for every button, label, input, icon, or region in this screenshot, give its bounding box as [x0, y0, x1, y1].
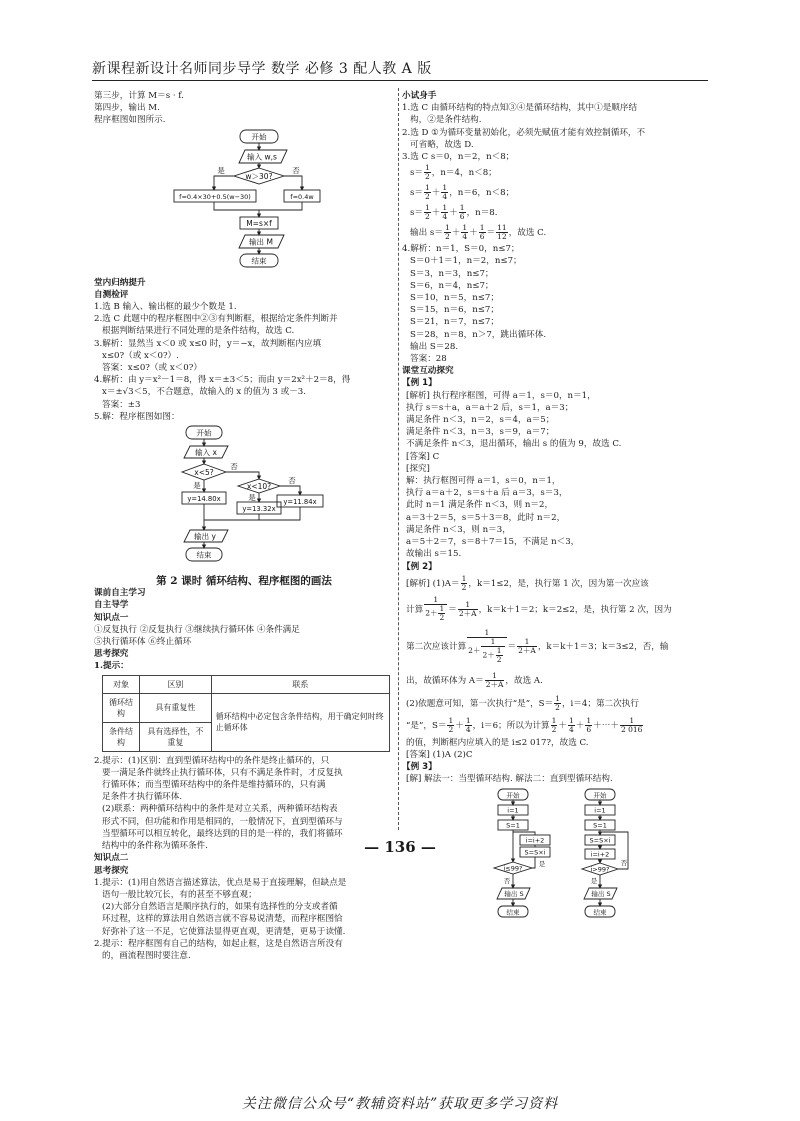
- text-line: 2.提示：程序框图有自己的结构，如起止框，这是自然语言所没有: [94, 938, 343, 949]
- answer-line: 答案：28: [410, 354, 447, 365]
- flow2-box-2: y=13.32x: [242, 505, 276, 514]
- q3-line-1: [402, 163, 702, 183]
- flowA-mul: S=S×i: [524, 848, 546, 857]
- text-line: 当型循环可以相互转化，最终达到的目的是一样的，我们将循环: [102, 828, 343, 839]
- explore-title: [探究]: [406, 463, 430, 474]
- subsection-title: 自测检评: [94, 289, 129, 300]
- text-line: 执行 a＝a＋2，s＝s＋a 后 a＝3，s＝3，: [406, 488, 568, 499]
- footer-note: 关注微信公众号“教辅资料站”获取更多学习资料: [241, 1096, 559, 1112]
- text-line: 1.提示：(1)用自然语言描述算法，优点是易于直接理解，但缺点是: [94, 877, 347, 888]
- flow1-calc: M=s×f: [246, 218, 272, 228]
- think-title: 思考探究: [94, 649, 129, 660]
- flowA-yes: 是: [538, 859, 546, 868]
- text-line: ①反复执行 ②反复执行 ③继续执行循环体 ④条件满足: [94, 624, 300, 635]
- header-rule: [92, 80, 708, 81]
- flowA-i-init: i=1: [507, 806, 519, 815]
- ex2-line-6: “是”，S＝ $\frac{1}{2}$ ＋ $\frac{1}{4}$ ，i＝6；所以为计算 $\frac{1}{2}$ ＋ $\frac{1}{4}$ ＋ $\frac{1}{6}$ ＋⋯＋ $\frac{1}{2 016}$: [406, 715, 643, 734]
- flowA-out: 输出 S: [504, 889, 524, 898]
- text-line: 足条件才执行循环体.: [102, 792, 183, 803]
- flowchart-1: [94, 128, 394, 276]
- text-line: 行循环体；而当型循环结构中的条件是维持循环的，只有满: [102, 780, 326, 791]
- flow2-no-1: 否: [230, 462, 238, 472]
- text-line: [解析] 执行程序框图，可得 a＝1，s＝0，n＝1，: [406, 390, 596, 401]
- text: ，n＝4，n＜8；: [431, 168, 497, 179]
- page-number: — 136 —: [364, 838, 436, 856]
- flow2-condition-2: x<10?: [246, 482, 272, 492]
- flow2-start: 开始: [196, 428, 212, 438]
- text-line: 3.选 C s＝0，n＝2，n＜8；: [402, 152, 515, 163]
- flowB-mul: S=S×i: [589, 836, 611, 845]
- text-line: 不满足条件 n＜3，退出循环，输出 s 的值为 9，故选 C.: [406, 439, 622, 450]
- flowB-s-init: S=1: [593, 821, 607, 830]
- q3-line-3: s＝ $\frac{1}{2}$ ＋ $\frac{1}{4}$ ＋ $\frac{1}{6}$ ，n＝8.: [410, 203, 498, 222]
- text-line: S＝15，n＝6，n≤7；: [410, 305, 499, 316]
- ex2-line-2: 计算 1 2＋ $\frac{1}{2}$ ＝ $\frac{1}{2+A}$ ，k＝k＋1＝2；k＝2≤2，是，执行第 2 次，因为: [406, 595, 672, 623]
- flowB-no: 否: [620, 858, 628, 867]
- text-line: (2)大部分自然语言是顺序执行的，如果有选择性的分支或者循: [102, 902, 338, 913]
- flow2-yes-1: 是: [193, 481, 201, 491]
- subsection-title: 自主导学: [94, 600, 129, 611]
- flowA-no: 否: [503, 876, 511, 885]
- flow1-no-box: f=0.4w: [290, 192, 314, 201]
- table-cell: 具有选择性，不重复: [140, 722, 212, 751]
- flow2-box-3: y=11.84x: [283, 498, 317, 507]
- hint-title: 1.提示：: [94, 661, 129, 672]
- text-line: S＝28，n＝8，n＞7，跳出循环体.: [410, 329, 547, 340]
- section-title: 堂内归纳提升: [94, 277, 146, 288]
- section-title: 小试身手: [402, 91, 437, 101]
- answer-line: 答案：±3: [102, 399, 141, 410]
- text-line: 解：执行框图可得 a＝1，s＝0，n＝1，: [406, 476, 561, 487]
- text-line: 构，②是条件结构.: [410, 115, 482, 126]
- text-line: 的值，判断框内应填入的是 i≤2 017?，故选 C.: [406, 737, 589, 748]
- table-cell: 循环结构中必定包含条件结构，用于确定何时终止循环体: [211, 693, 389, 751]
- text-line: 的，画流程图时要注意.: [102, 950, 191, 961]
- flowA-inc: i=i+2: [525, 836, 545, 845]
- flow1-yes: 是: [217, 165, 225, 175]
- text-line: 可省略，故选 D.: [410, 139, 474, 150]
- flow2-no-2: 否: [288, 476, 296, 486]
- text-line: 结构中的条件称为循环条件.: [102, 841, 208, 852]
- flow2-input: 输入 x: [195, 448, 217, 458]
- table-cell: 条件结构: [103, 722, 140, 751]
- flowA-cond: i≤99?: [503, 864, 523, 873]
- text-line: 输出 S＝28.: [410, 341, 459, 352]
- answer-line: [答案] C: [406, 451, 440, 462]
- text-line: 执行 s＝s＋a，a＝a＋2 后，s＝1，a＝3；: [406, 402, 574, 413]
- flowA-start: 开始: [506, 791, 520, 800]
- text-line: 环过程，这样的算法用自然语言就不容易说清楚，而程序框图恰: [102, 914, 343, 925]
- flowchart-2: [94, 424, 394, 574]
- table-header: 区别: [140, 675, 212, 693]
- text-line: S＝0＋1＝1，n＝2，n≤7；: [410, 256, 522, 267]
- text: s＝: [410, 168, 424, 179]
- text-line: 4.解析：由 y＝x²－1＝8，得 x＝±3＜5；而由 y＝2x²＋2＝8，得: [94, 375, 351, 386]
- text-line: 1.选 B 输入、输出框的最少个数是 1.: [94, 302, 237, 313]
- ex2-line-1: [解析] (1)A＝ $\frac{1}{2}$ ，k＝1≤2，是，执行第 1 次，因为第一次应该: [406, 573, 649, 592]
- knowledge-point-1: 知识点一: [94, 612, 129, 623]
- text-line: 5.解：程序框图如图：: [94, 411, 180, 422]
- text-line: 2.提示：(1)区别：直到型循环结构中的条件是终止循环的，只: [94, 755, 330, 766]
- text-line: 第三步，计算 M＝s · f.: [94, 91, 184, 101]
- text-line: 好弥补了这一不足，它使算法显得更直观，更清楚，更易于读懂.: [102, 926, 346, 937]
- example-1-title: 【例 1】: [402, 378, 437, 389]
- flow2-condition-1: x<5?: [194, 468, 214, 478]
- text-line: 3.解析：显然当 x＜0 或 x≤0 时，y＝−x，故判断框内应填: [94, 338, 322, 349]
- knowledge-point-2: 知识点二: [94, 853, 129, 864]
- running-header: 新课程新设计名师同步导学 数学 必修 3 配人教 A 版: [92, 61, 432, 77]
- flow2-end: 结束: [196, 550, 212, 560]
- text-line: (2)联系：两种循环结构中的条件是对立关系，两种循环结构表: [102, 804, 338, 815]
- text-line: 1.选 C 由循环结构的特点知③④是循环结构，其中①是顺序结: [402, 103, 638, 114]
- text-line: 2.选 D ①为循环变量初始化，必须先赋值才能有效控制循环，不: [402, 127, 646, 138]
- table-header: 联系: [211, 675, 389, 693]
- text-line: 2.选 C 此题中的程序框图中②③有判断框，根据给定条件判断并: [94, 314, 338, 325]
- flowB-out: 输出 S: [591, 889, 611, 898]
- flowB-end: 结束: [593, 908, 607, 917]
- fraction: $\frac{1}{2}$: [425, 163, 430, 182]
- text-line: 根据判断结果进行不同处理的是条件结构，故选 C.: [102, 326, 295, 337]
- flow1-input: 输入 w,s: [247, 152, 277, 162]
- text-line: 满足条件 n＜3，n＝3，s＝9，a＝7；: [406, 427, 555, 438]
- text-line: a＝5＋2＝7，s＝8＋7＝15，不满足 n＜3，: [406, 537, 580, 548]
- comparison-table: [102, 675, 390, 752]
- flow1-start: 开始: [251, 132, 267, 142]
- flowA-s-init: S=1: [506, 821, 520, 830]
- flow1-output: 输出 M: [249, 237, 273, 247]
- flowA-end: 结束: [506, 908, 520, 917]
- section-title: 课堂互动探究: [402, 366, 454, 377]
- column-divider: [398, 88, 399, 830]
- section-title: 课前自主学习: [94, 588, 146, 599]
- think-title: 思考探究: [94, 865, 129, 876]
- text-line: 故输出 s＝15.: [406, 549, 462, 560]
- table-cell: 具有重复性: [140, 693, 212, 722]
- text-line: 满足条件 n＜3，则 n＝3，: [406, 524, 511, 535]
- lesson-title: 第 2 课时 循环结构、程序框图的画法: [156, 575, 332, 588]
- text-line: S＝6，n＝4，n≤7；: [410, 280, 494, 291]
- ex2-line-4: 出，故循环体为 A＝ $\frac{1}{2+A}$ ，故选 A.: [406, 670, 543, 689]
- flow1-yes-box: f=0.4×30+0.5(w−30): [179, 192, 251, 201]
- q3-line-4: 输出 s＝ $\frac{1}{2}$ ＋ $\frac{1}{4}$ ＋ $\frac{1}{6}$ ＝ $\frac{11}{12}$ ，故选 C.: [410, 223, 547, 242]
- text-line: S＝10，n＝5，n≤7；: [410, 293, 499, 304]
- text-line: 满足条件 n＜3，n＝2，s＝4，a＝5；: [406, 415, 555, 426]
- text-line: 形式不同，但功能和作用是相同的，一般情况下，直到型循环与: [102, 816, 343, 827]
- text-line: 程序框图如图所示.: [94, 115, 166, 126]
- flowB-cond: i>99?: [590, 865, 610, 874]
- ex2-line-5: (2)依题意可知，第一次执行“是”，S＝ $\frac{1}{2}$ ，i＝4；第二次执行: [406, 693, 639, 712]
- text-line: a＝3＋2＝5，s＝5＋3＝8，此时 n＝2，: [406, 512, 566, 523]
- flowB-yes: 是: [590, 876, 598, 885]
- flowB-start: 开始: [593, 791, 607, 800]
- flowB-inc: i=i+2: [590, 850, 610, 859]
- text-line: 4.解析：n＝1，S＝0，n≤7；: [402, 244, 520, 255]
- text-line: 要一满足条件就终止执行循环体，只有不满足条件时，才反复执: [102, 767, 343, 778]
- flow2-output: 输出 y: [194, 532, 216, 542]
- right-column: [402, 90, 702, 926]
- text-line: 第四步，输出 M.: [94, 103, 160, 114]
- flow1-no: 否: [292, 165, 300, 175]
- text-line: x≤0?（或 x＜0?）.: [102, 350, 179, 361]
- text-line: S＝21，n＝7，n≤7；: [410, 317, 499, 328]
- ex2-line-3: 第二次应该计算 1 2＋ 1 2＋ $\frac{1}{2}$ ＝ $\frac{1}{2+A}$ ，k＝k＋1＝3；k＝3≤2，否，输: [406, 627, 669, 664]
- flowB-i-init: i=1: [594, 806, 606, 815]
- text-line: S＝3，n＝3，n≤7；: [410, 268, 494, 279]
- text-line: x＝±√3＜5，不合题意，故输入的 x 的值为 3 或－3.: [102, 387, 306, 398]
- flow2-yes-2: 是: [248, 493, 256, 503]
- text-line: ⑤执行循环体 ⑥终止循环: [94, 637, 192, 648]
- left-column: [94, 90, 394, 962]
- table-cell: 循环结构: [103, 693, 140, 722]
- text-line: 此时 n＝1 满足条件 n＜3，则 n＝2，: [406, 500, 554, 511]
- example-3-title: 【例 3】: [402, 762, 437, 773]
- text-line: 语句一般比较冗长，有的甚至不够直观；: [102, 889, 257, 900]
- table-header: 对象: [103, 675, 140, 693]
- flow2-box-1: y=14.80x: [187, 495, 221, 504]
- answer-line: 答案：x≤0?（或 x＜0?）: [102, 363, 202, 374]
- answer-line: [答案] (1)A (2)C: [406, 749, 473, 760]
- q3-line-2: s＝ $\frac{1}{2}$ ＋ $\frac{1}{4}$ ，n＝6，n＜8；: [410, 183, 515, 202]
- flow1-condition: w＞30?: [245, 171, 273, 181]
- flow1-end: 结束: [251, 256, 267, 266]
- text-line: [解] 解法一：当型循环结构. 解法二：直到型循环结构.: [406, 774, 613, 785]
- example-2-title: 【例 2】: [402, 561, 437, 572]
